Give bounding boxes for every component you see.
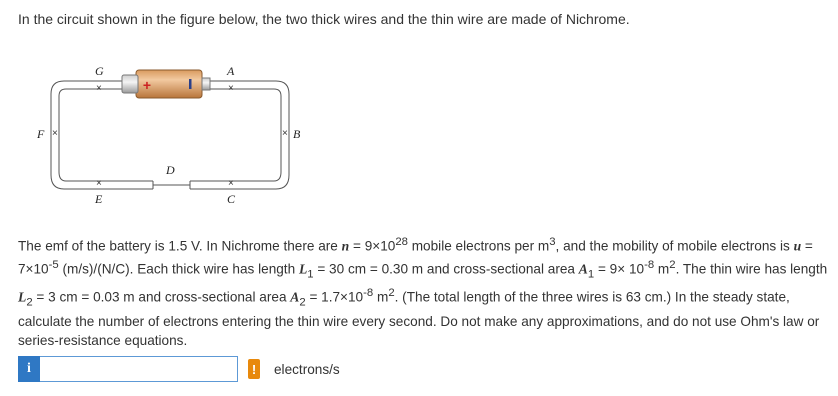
battery-plus: + bbox=[142, 77, 152, 93]
info-icon[interactable]: i bbox=[18, 356, 40, 382]
label-e: E bbox=[95, 192, 103, 206]
thick-wire-right bbox=[190, 81, 289, 189]
alert-icon: ! bbox=[248, 359, 260, 379]
answer-units: electrons/s bbox=[274, 361, 340, 377]
answer-row bbox=[18, 356, 340, 382]
mark-c: × bbox=[228, 178, 234, 189]
label-f: F bbox=[37, 127, 45, 141]
mark-a: × bbox=[228, 83, 234, 94]
problem-intro: In the circuit shown in the figure below, the two thick wires and the thin wire are made of Nichrome. bbox=[18, 11, 630, 27]
label-b: B bbox=[293, 127, 301, 141]
label-g: G bbox=[95, 64, 104, 78]
problem-text: The emf of the battery is 1.5 V. In Nichrome there are $n = 9\times 10^{28}$ mobile electrons per $m^3$, and the mobility of mobile electrons is $u = 7\times 10^{-5}$ (m/s)/(N/C). Each thick wire has length $L_1 = 30$ cm = 0.30 m and cross-sectional area $A_1 = 9\times 10^{-8}$ $m^2$. The thin wire has length $L_2 = 3$ cm = 0.03 m and cross-sectional area $A_2 = 1.7\times 10^{-8}$ $m^2$. (The total length of the three wires is 63 cm.) In the steady state, calculate the number of electrons entering the thin wire every second. Do not make any approximations, and do not use Ohm's law or series-resistance equations. bbox=[18, 236, 828, 349]
label-a: A bbox=[227, 64, 235, 78]
mark-e: × bbox=[96, 178, 102, 189]
label-c: C bbox=[227, 192, 236, 206]
label-d: D bbox=[166, 163, 175, 177]
battery-minus bbox=[189, 79, 192, 89]
battery bbox=[122, 70, 210, 98]
answer-input[interactable] bbox=[40, 356, 238, 382]
mark-b: × bbox=[282, 128, 288, 139]
mark-g: × bbox=[96, 83, 102, 94]
mark-f: × bbox=[52, 128, 58, 139]
